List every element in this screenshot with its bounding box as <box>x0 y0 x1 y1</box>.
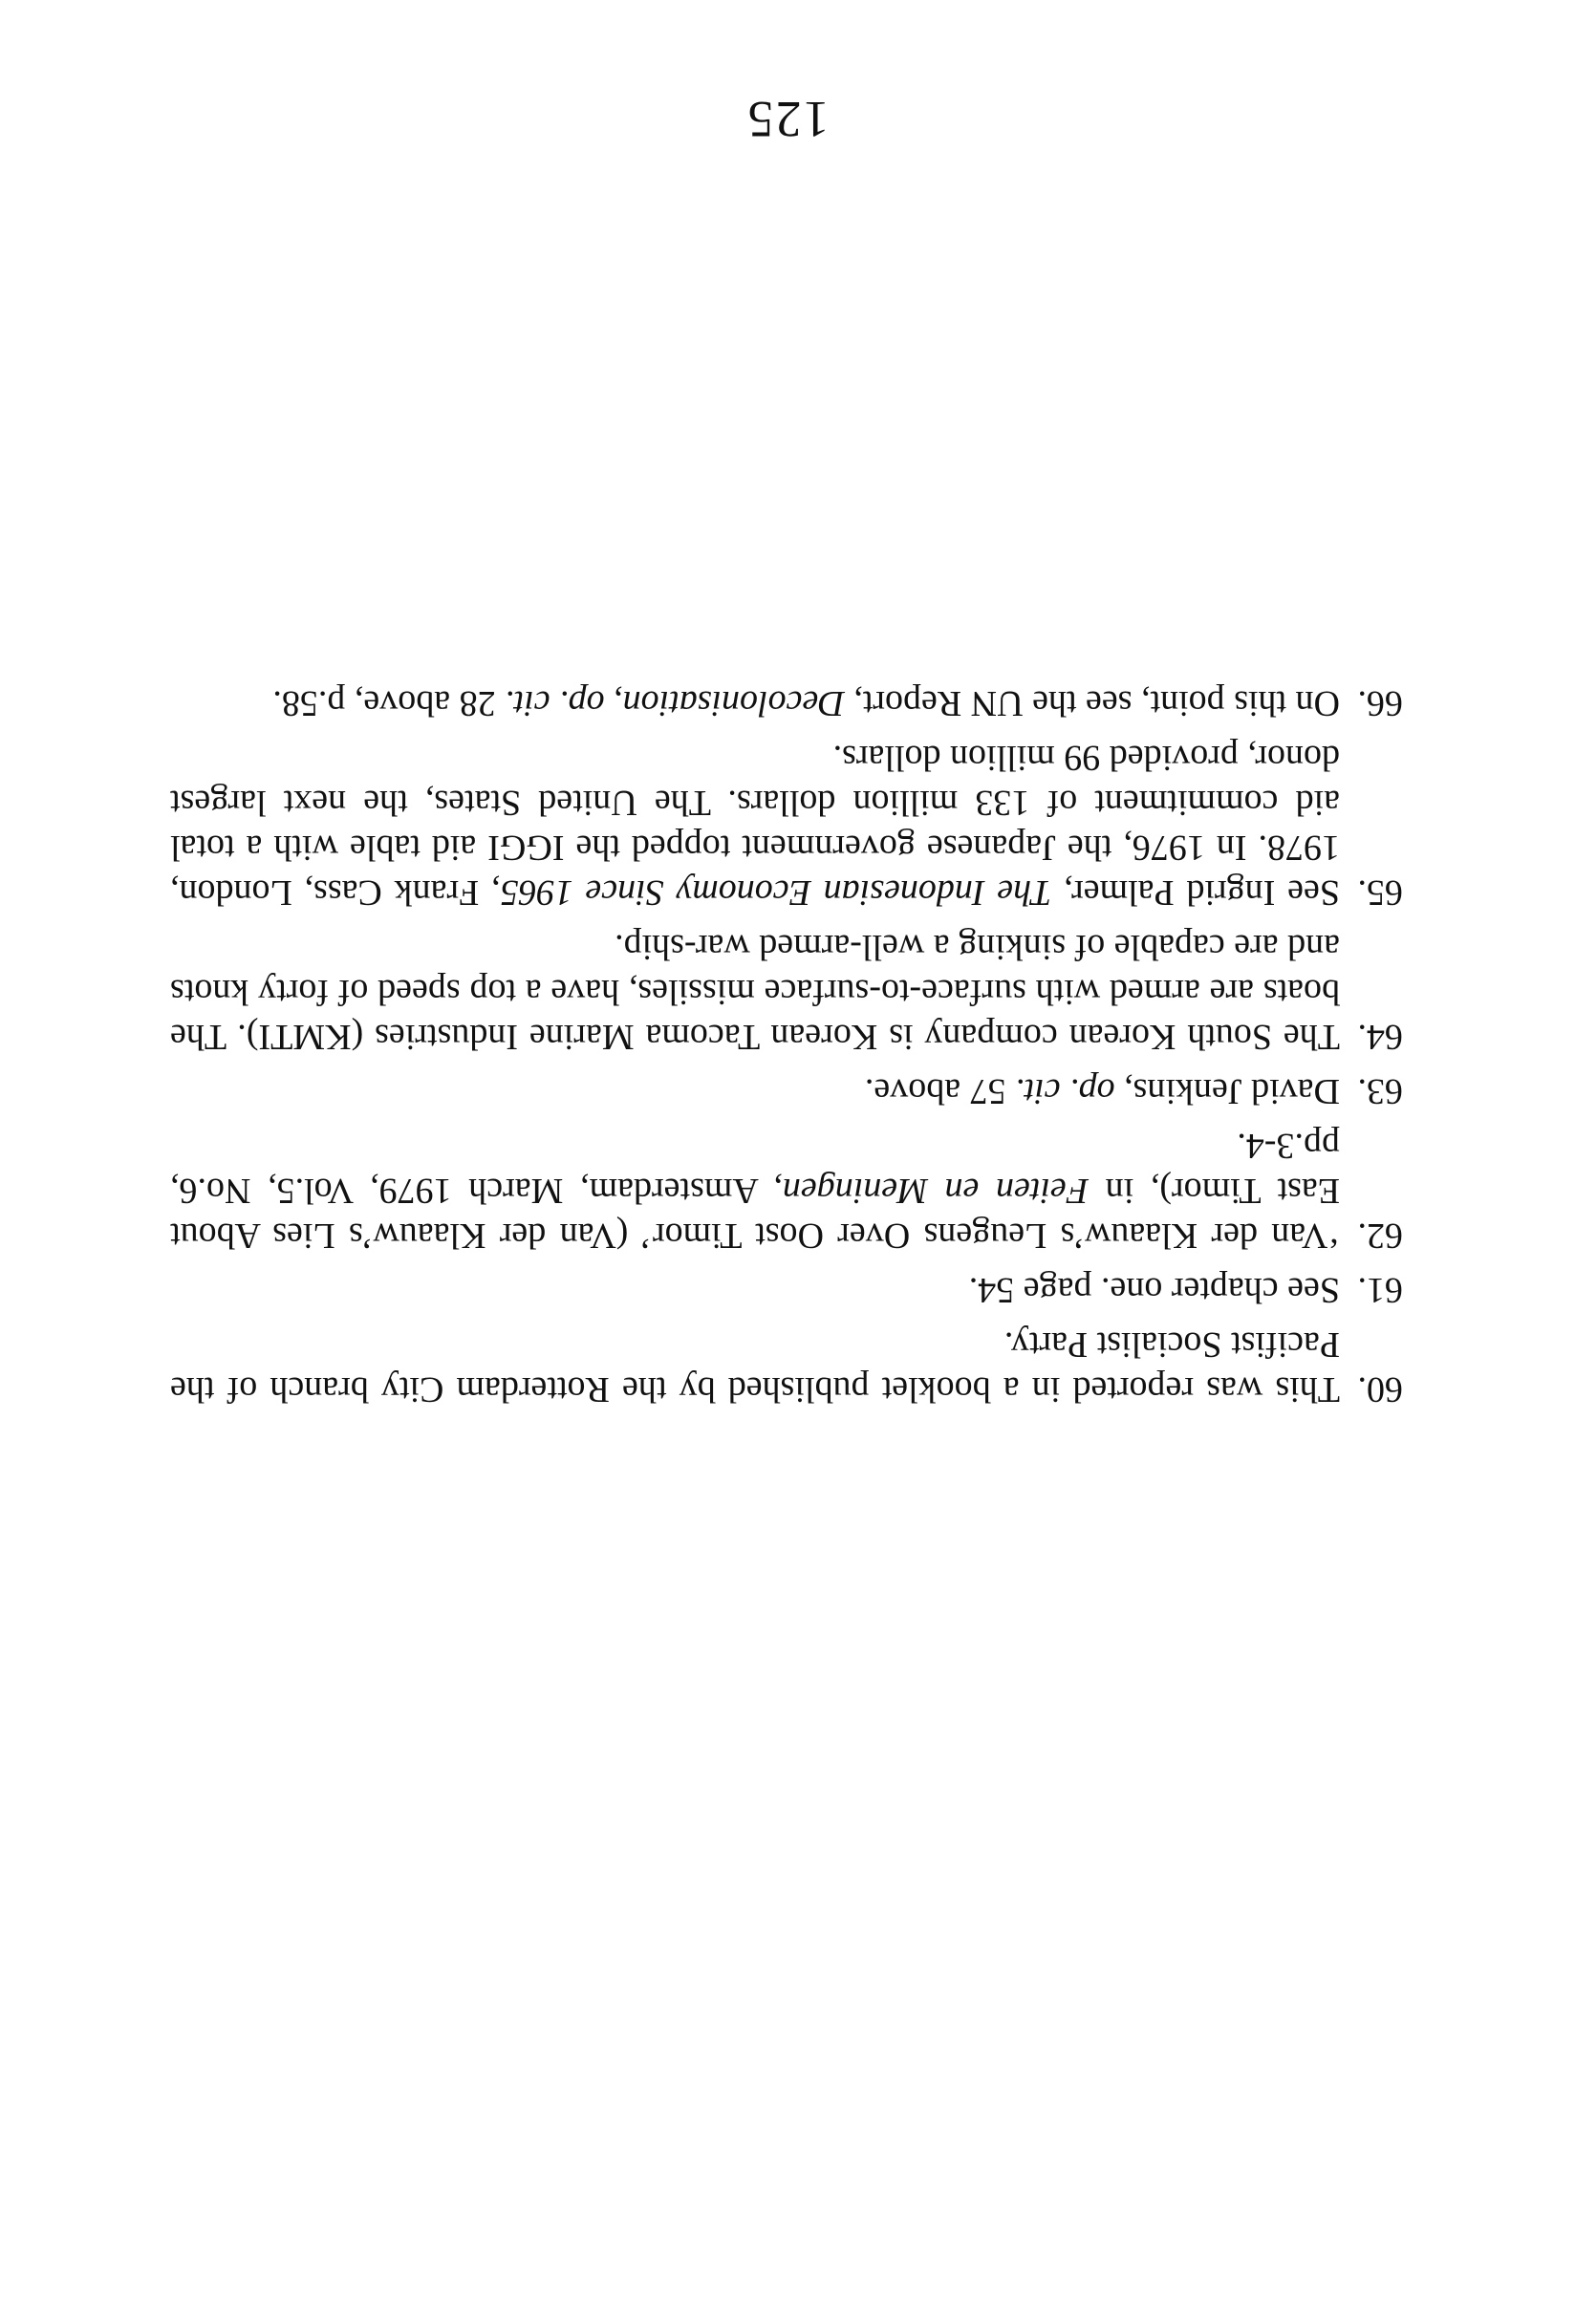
endnote-text-run: The South Korean company is Korean Tacoma Marine Industries (KMTI). The boats are armed with surface-to-surface missiles, have a top speed of forty knots and are capable of sinking a well-armed war-ship. <box>170 927 1340 1057</box>
endnote-item <box>170 1322 1403 1411</box>
endnote-text-run: This was reported in a booklet published by the Rotterdam City branch of the Pacifist Socialist Party. <box>170 1324 1340 1409</box>
endnote-item <box>170 1123 1403 1258</box>
endnote-text-run: , Amsterdam, March 1979, Vol.5, No.6, pp.3-4. <box>170 1126 1340 1211</box>
endnote-number: 60. <box>1357 1369 1403 1409</box>
endnote-text <box>170 1324 1340 1409</box>
endnote-text <box>170 1126 1340 1256</box>
endnote-text-run: On this point, see the UN Report, <box>844 683 1340 723</box>
endnote-text <box>865 1071 1340 1111</box>
endnote-italic-title: The Indonesian Economy Since 1965 <box>500 872 1052 913</box>
endnote-text-run: 57 above. <box>864 1071 1016 1111</box>
endnote-number: 62. <box>1357 1216 1403 1256</box>
endnote-text <box>272 683 1340 723</box>
endnote-italic-title: Decolonisation <box>622 683 845 723</box>
endnote-text <box>969 1270 1340 1310</box>
endnote-item <box>170 1267 1403 1312</box>
endnote-italic-title: op. cit. <box>1015 1071 1115 1111</box>
endnote-item <box>170 680 1403 725</box>
endnote-number: 64. <box>1357 1017 1403 1057</box>
endnote-text-run: , <box>604 683 623 723</box>
page-number: 125 <box>745 91 830 148</box>
endnote-text-run: David Jenkins, <box>1114 1071 1340 1111</box>
endnote-item <box>170 924 1403 1059</box>
endnote-text <box>170 927 1340 1057</box>
endnote-text-run: 28 above, p.58. <box>272 683 506 723</box>
endnote-item <box>170 1068 1403 1113</box>
endnotes-list <box>170 671 1403 1411</box>
endnote-item <box>170 735 1403 915</box>
endnote-italic-title: op. cit. <box>505 683 605 723</box>
endnote-text <box>170 738 1340 913</box>
endnote-number: 66. <box>1357 683 1403 723</box>
endnote-number: 65. <box>1357 872 1403 913</box>
endnote-number: 63. <box>1357 1071 1403 1111</box>
endnote-italic-title: Feiten en Meningen <box>782 1171 1090 1211</box>
endnote-text-run: ‘Van der Klaauw’s Leugens Over Oost Timor’ (Van der Klaauw’s Lies About East Timor), in <box>170 1171 1340 1256</box>
endnote-number: 61. <box>1357 1270 1403 1310</box>
endnote-text-run: See Ingrid Palmer, <box>1051 872 1340 913</box>
endnote-text-run: , Frank Cass, London, 1978. In 1976, the Japanese government topped the IGGI aid table with a total aid commitment of 133 million dollars. The United States, the next largest donor, provided 99 million dollars. <box>170 738 1340 913</box>
endnote-text-run: See chapter one. page 54. <box>968 1270 1340 1310</box>
